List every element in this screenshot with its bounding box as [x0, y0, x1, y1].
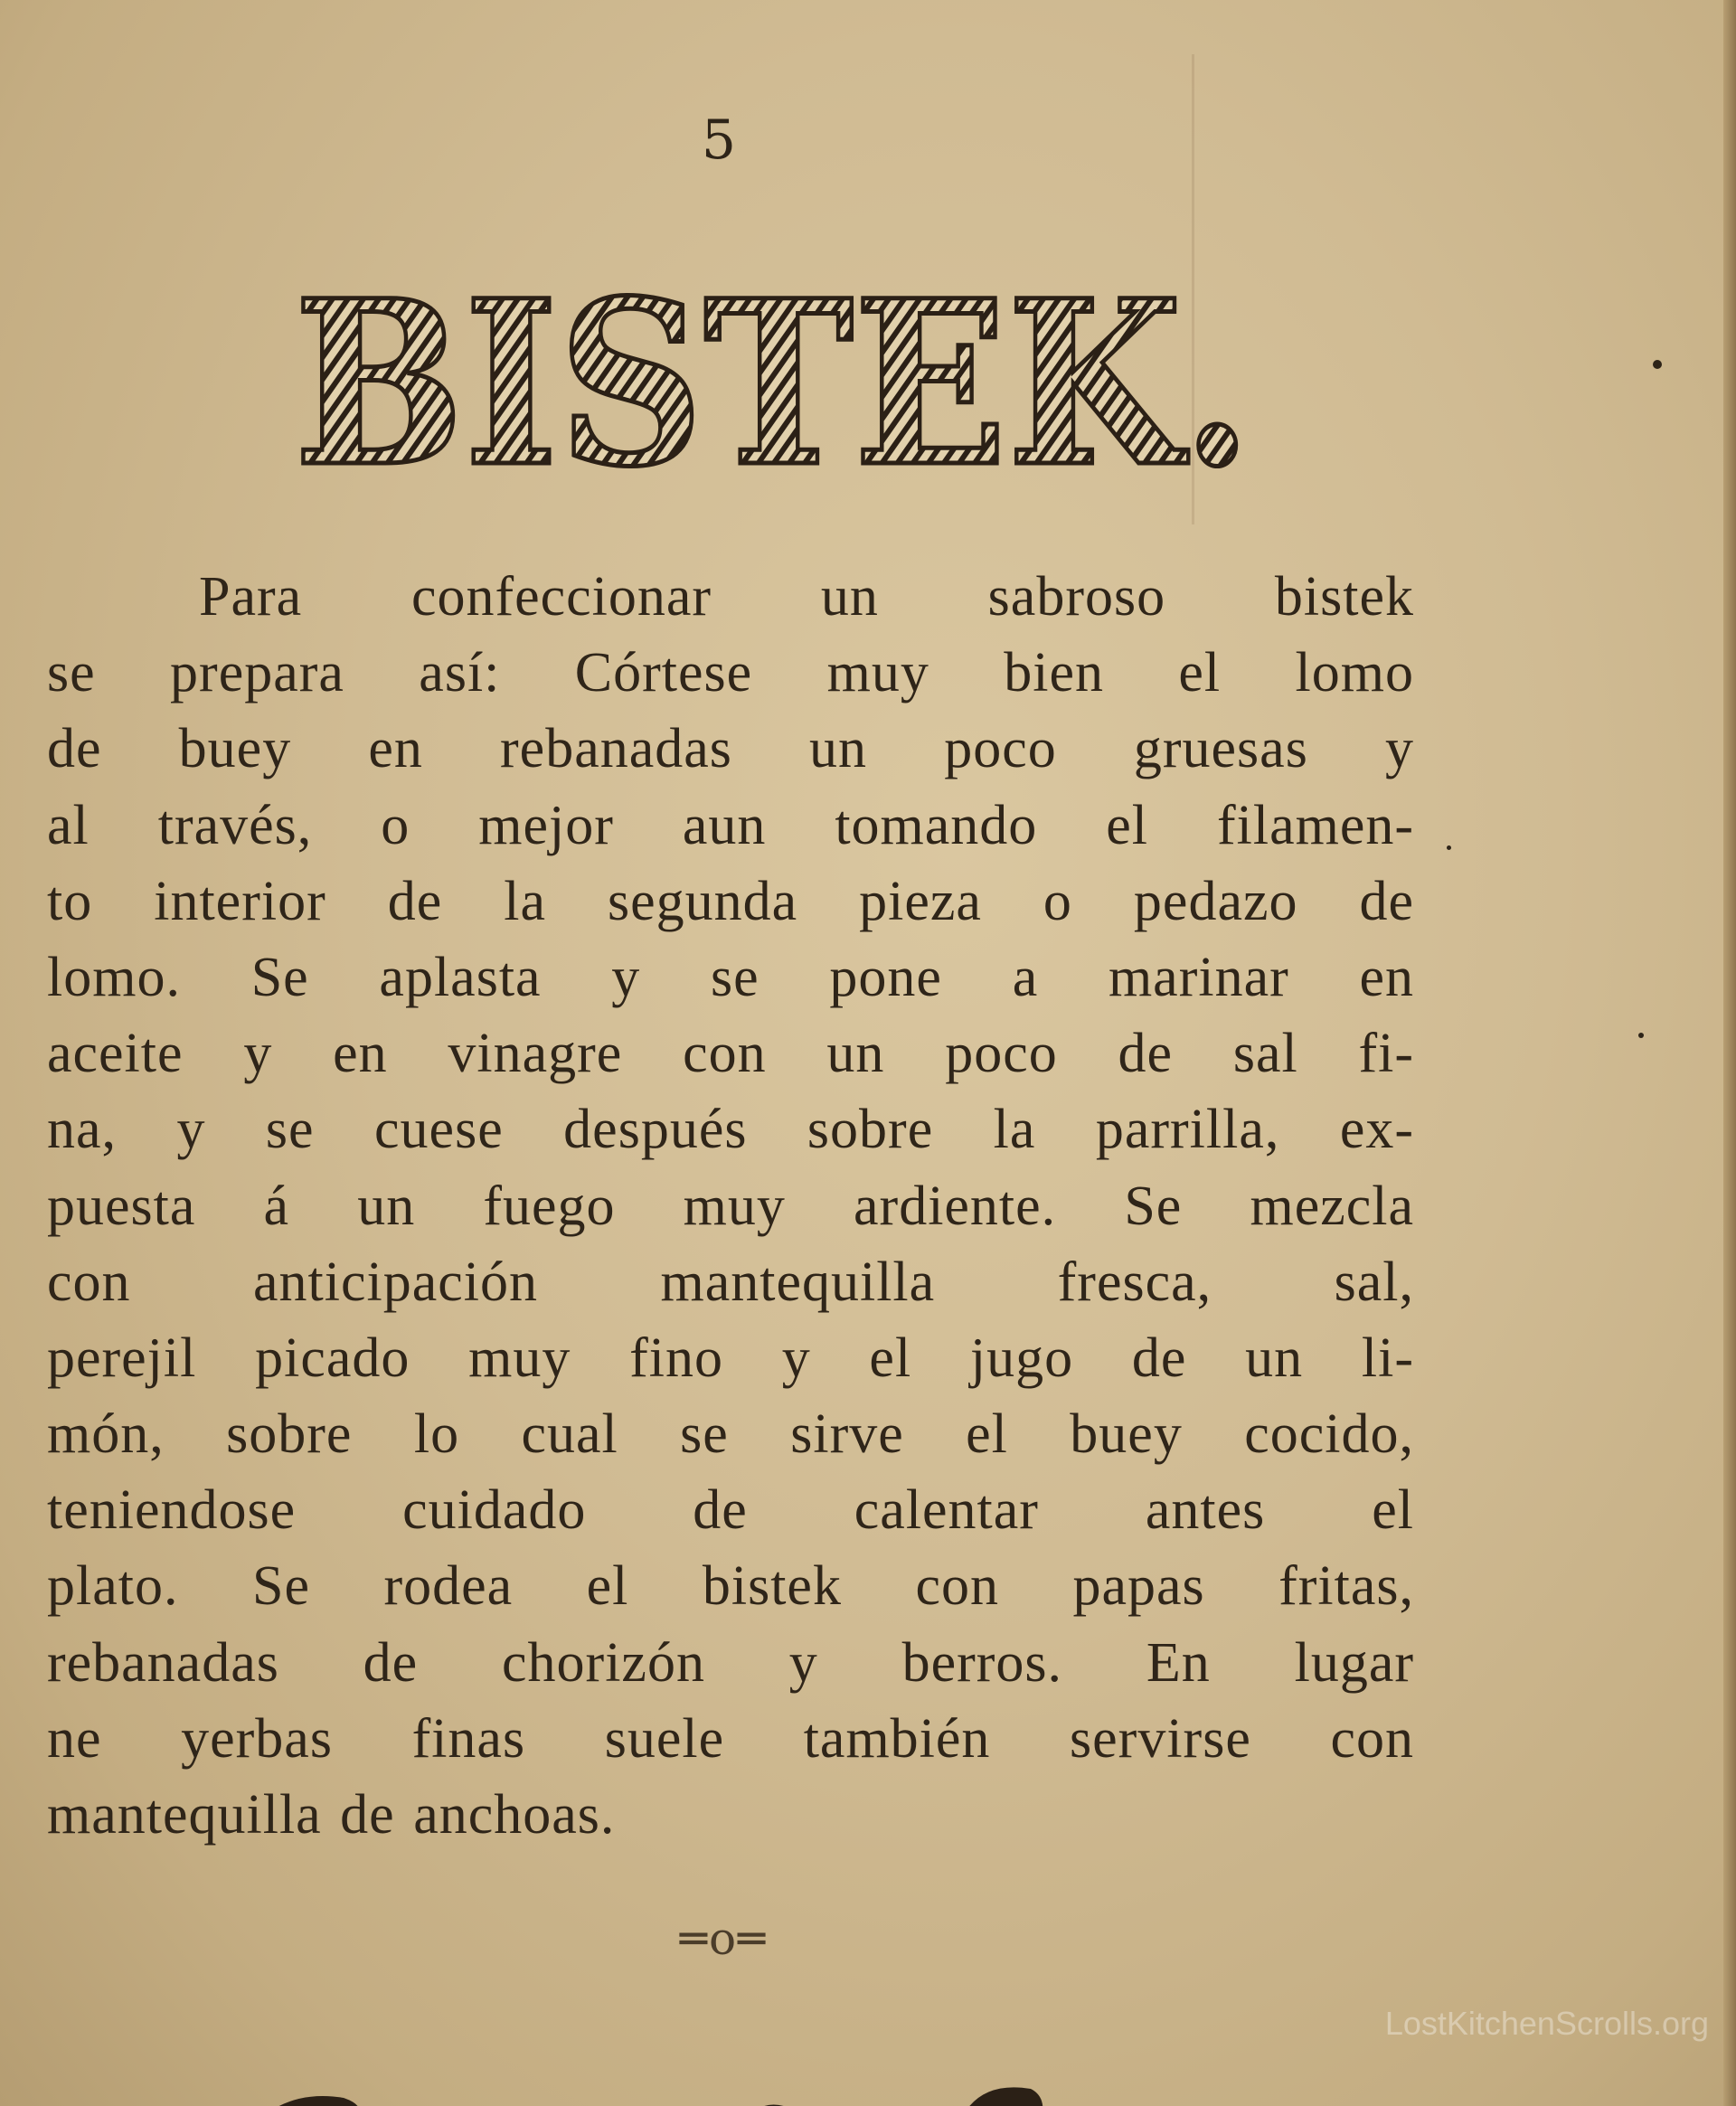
body-line: to interior de la segunda pieza o pedazo de: [47, 870, 1414, 932]
recipe-title-svg: [271, 271, 1275, 488]
ink-speck: [1447, 845, 1451, 850]
recipe-body: [47, 559, 1414, 1853]
page-edge: [1723, 0, 1736, 2106]
body-line: aceite y en vinagre con un poco de sal fi-: [47, 1023, 1414, 1085]
body-line: Para confeccionar un sabroso bistek: [199, 566, 1414, 628]
body-line: ne yerbas finas suele también servirse con: [47, 1707, 1414, 1770]
body-line: rebanadas de chorizón y berros. En lugar: [47, 1631, 1414, 1694]
ink-speck: [1653, 360, 1662, 369]
body-line: puesta á un fuego muy ardiente. Se mezcla: [47, 1175, 1414, 1237]
body-line: na, y se cuese después sobre la parrilla, ex-: [47, 1099, 1414, 1161]
body-line: món, sobre lo cual se sirve el buey cocido,: [47, 1403, 1414, 1466]
recipe-title: [271, 271, 1275, 488]
body-line: de buey en rebanadas un poco gruesas y: [47, 718, 1414, 780]
section-separator: ═o═: [679, 1912, 768, 1965]
body-line: teniendose cuidado de calentar antes el: [47, 1479, 1414, 1542]
body-line: con anticipación mantequilla fresca, sal,: [47, 1251, 1414, 1313]
recipe-title-text: BISTEK.: [294, 271, 1252, 488]
ink-speck: [1638, 1033, 1644, 1038]
body-line: al través, o mejor aun tomando el filamen-: [47, 794, 1414, 856]
page-number: 5: [701, 109, 737, 172]
body-line: plato. Se rodea el bistek con papas fritas,: [47, 1555, 1414, 1618]
watermark: LostKitchenScrolls.org: [1384, 2005, 1709, 2042]
body-line: se prepara así: Córtese muy bien el lomo: [47, 642, 1414, 704]
body-line: mantequilla de anchoas.: [47, 1784, 616, 1846]
body-line: lomo. Se aplasta y se pone a marinar en: [47, 946, 1414, 1008]
next-heading-fragment: [235, 2071, 1139, 2106]
body-line: perejil picado muy fino y el jugo de un li-: [47, 1327, 1414, 1389]
